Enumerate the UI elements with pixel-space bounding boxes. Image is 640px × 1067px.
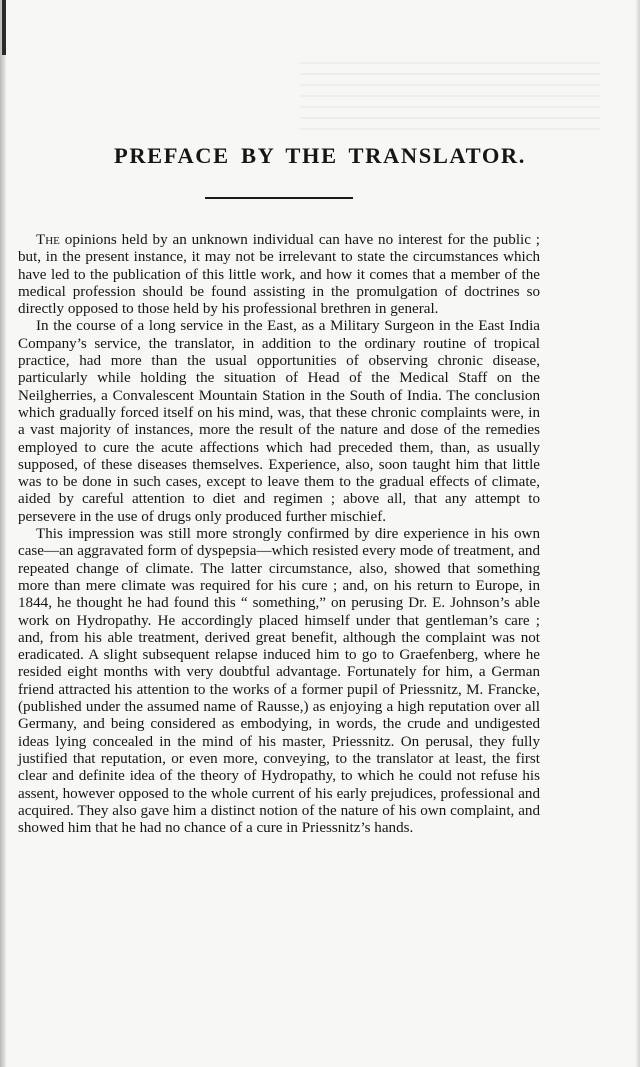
- paragraph-lead-word: The: [36, 232, 60, 248]
- body-text: [18, 232, 540, 837]
- title-rule: [205, 197, 353, 199]
- paragraph-text: This impression was still more strongly confirmed by dire experience in his own case—an aggravated form of dyspepsia—which resisted every mode of treatment, and repeated change of climate. The latter circumstance, also, showed that something more than mere climate was required for his cure ; and, on his return to Europe, in 1844, he thought he had found this “ something,” on perusing Dr. E. Johnson’s able work on Hydropathy. He accordingly placed himself under that gentleman’s care ; and, from his able treatment, derived great benefit, although the complaint was not eradicated. A slight subsequent relapse induced him to go to Graefenberg, where he resided eight months with very doubtful advantage. Fortunately for him, a German friend attracted his attention to the works of a former pupil of Priessnitz, M. Francke, (published under the assumed name of Rausse,) as enjoying a high reputation over all Germany, and being considered as embodying, in words, the crude and undigested ideas lying concealed in the mind of his master, Priessnitz. On perusal, they fully justified that reputation, or even more, conveying, to the translator at least, the first clear and definite idea of the theory of Hydropathy, to which he could not refuse his assent, however opposed to the whole current of his early prejudices, professional and acquired. They also gave him a distinct notion of the nature of his own complaint, and showed him that he had no chance of a cure in Priessnitz’s hands.: [18, 526, 540, 837]
- bleed-through-texture: [300, 62, 600, 132]
- binding-mark: [2, 0, 6, 55]
- page-title: PREFACE BY THE TRANSLATOR.: [113, 143, 526, 168]
- paragraph-1: [18, 232, 540, 318]
- paragraph-2: [18, 318, 540, 526]
- paragraph-text: In the course of a long service in the East, as a Military Surgeon in the East India Company’s service, the translator, in addition to the ordinary routine of tropical practice, had more than the usual opportunities of observing chronic disease, particularly while holding the situation of Head of the Medical Staff on the Neilgherries, a Convalescent Mountain Station in the South of India. The conclusion which gradually forced itself on his mind, was, that these chronic complaints were, in a vast majority of instances, more the result of the nature and dose of the remedies employed to cure the acute affections which had preceded them, than, as usually supposed, of these diseases themselves. Experience, also, soon taught him that little was to be done in such cases, except to leave them to the gradual effects of climate, aided by careful attention to diet and regimen ; above all, that any attempt to persevere in the use of drugs only produced further mischief.: [18, 318, 540, 525]
- paragraph-3: [18, 526, 540, 837]
- paragraph-text: opinions held by an unknown individual can have no interest for the public ; but, in the present instance, it may not be irrelevant to state the circumstances which have led to the publication of this little work, and how it comes that a member of the medical profession should be found assisting in the promulgation of doctrines so directly opposed to those held by his professional brethren in general.: [18, 232, 540, 318]
